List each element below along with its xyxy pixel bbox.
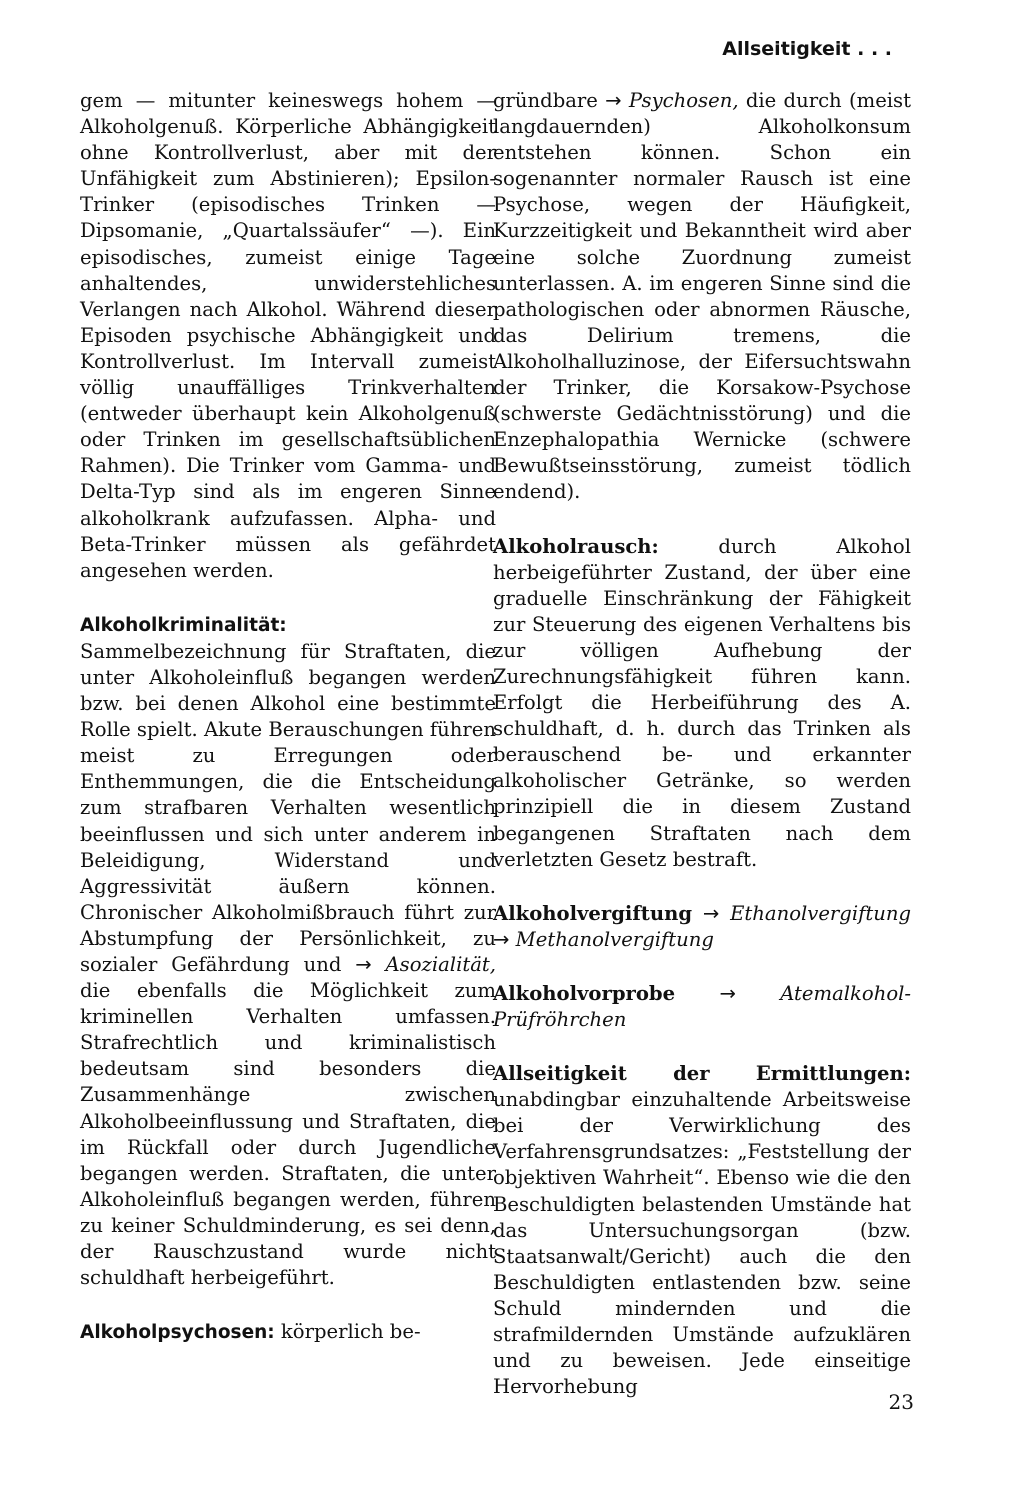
entry-text: durch Alkohol herbeigeführter Zustand, der über eine graduelle Einschränkung der Fähigkeit zur Steuerung des eigenen Verhaltens bis zur völligen Aufhebung der Zurechnungsfähigkeit führen kann. Erfolgt die Herbeiführung des A. schuldhaft, d. h. durch das Trinken als berauschend be- und erkannter alkoholischer Getränke, so werden prinzipiell die in diesem Zustand begangenen Straftaten nach dem verletzten Gesetz bestraft. [493, 534, 911, 871]
entry-allseitigkeit [493, 1061, 911, 1400]
entry-alkoholvorprobe [493, 981, 911, 1033]
cross-reference[interactable]: Ethanolvergiftung [730, 901, 912, 925]
cross-reference[interactable]: Atemalkohol-Prüfröhrchen [493, 981, 912, 1031]
cross-reference-arrow-icon: → [605, 89, 622, 112]
entry-alkoholrausch [493, 534, 911, 873]
right-column [493, 88, 911, 1428]
lemma-alkoholvorprobe: Alkoholvorprobe [493, 981, 676, 1005]
cross-reference-arrow-icon: → [702, 901, 720, 925]
entry-text: die durch (meist langdauernden) Alkoholkonsum entstehen können. Schon ein sogenannter normaler Rausch ist eine Psychose, wegen der Häufigkeit, Kurzzeitigkeit und Bekanntheit wird aber eine solche Zuordnung zumeist unterlassen. A. im engeren Sinne sind die pathologischen oder abnormen Räusche, das Delirium tremens, die Alkoholhalluzinose, der Eifersuchtswahn der Trinker, die Korsakow-Psychose (schwerste Gedächtnisstörung) und die Enzephalopathia Wernicke (schwere Bewußtseinsstörung, zumeist tödlich endend). [493, 89, 911, 504]
cross-reference[interactable]: Methanolvergiftung [515, 927, 714, 951]
left-column [80, 88, 496, 1374]
entry-text: gründbare [493, 89, 606, 112]
cross-reference-arrow-icon: → [719, 981, 736, 1005]
lemma-alkoholpsychosen: Alkoholpsychosen: [80, 1322, 275, 1344]
entry-text: die ebenfalls die Möglichkeit zum kriminellen Verhalten umfassen. Strafrechtlich und kriminalistisch bedeutsam sind besonders die Zusammenhänge zwischen Alkoholbeeinflussung und Straftaten, die im Rückfall oder durch Jugendliche begangen werden. Straftaten, die unter Alkoholeinfluß begangen werden, führen zu keiner Schuldminderung, es sei denn, der Rauschzustand wurde nicht schuldhaft herbeigeführt. [80, 979, 496, 1290]
entry-text: unabdingbar einzuhaltende Arbeitsweise bei der Verwirklichung des Verfahrensgrundsatzes: „Feststellung der objektiven Wahrheit“. Ebenso wie die den Beschuldigten belastenden Umstände hat das Untersuchungsorgan (bzw. Staatsanwalt/Gericht) auch die den Beschuldigten entlastenden bzw. seine Schuld mindernden und die strafmildernden Umstände aufzuklären und zu beweisen. Jede einseitige Hervorhebung [493, 1088, 911, 1399]
lemma-alkoholrausch: Alkoholrausch: [493, 534, 659, 558]
lemma-allseitigkeit: Allseitigkeit der Ermittlungen: [493, 1062, 911, 1086]
entry-alkoholvergiftung [493, 901, 911, 953]
cross-reference[interactable]: Asozialität, [385, 953, 496, 976]
lemma-alkoholkriminalitaet: Alkoholkriminalität: [80, 614, 287, 636]
entry-alkoholpsychosen [80, 1319, 496, 1346]
entry-text: körperlich be- [274, 1320, 421, 1344]
cross-reference[interactable]: Psychosen, [628, 89, 739, 112]
cross-reference-arrow-icon: → [355, 953, 372, 976]
running-title: Allseitigkeit . . . [722, 38, 892, 60]
lemma-alkoholvergiftung: Alkoholvergiftung [493, 901, 693, 925]
entry-alkoholkriminalitaet [80, 612, 496, 1291]
entry-continuation [493, 88, 911, 506]
entry-text: Sammelbezeichnung für Straftaten, die unter Alkoholeinfluß begangen werden bzw. bei denen Alkohol eine bestimmte Rolle spielt. Akute Berauschungen führen meist zu Erregungen oder Enthemmungen, die die Entscheidung zum strafbaren Verhalten wesentlich beeinflussen und sich unter anderem in Beleidigung, Widerstand und Aggressivität äußern können. Chronischer Alkoholmißbrauch führt zur Abstumpfung der Persönlichkeit, zu sozialer Gefährdung und [80, 639, 496, 976]
page-number: 23 [888, 1390, 914, 1414]
cross-reference-arrow-icon: → [493, 927, 510, 951]
entry-continuation: gem — mitunter keineswegs hohem — Alkoholgenuß. Körperliche Abhängigkeit ohne Kontrollverlust, aber mit der Unfähigkeit zum Abstinieren); Epsilon-Trinker (episodisches Trinken — Dipsomanie, „Quartalssäufer“ —). Ein episodisches, zumeist einige Tage anhaltendes, unwiderstehliches Verlangen nach Alkohol. Während dieser Episoden psychische Abhängigkeit und Kontrollverlust. Im Intervall zumeist völlig unauffälliges Trinkverhalten (entweder überhaupt kein Alkoholgenuß oder Trinken im gesellschaftsüblichen Rahmen). Die Trinker vom Gamma- und Delta-Typ sind als im engeren Sinne alkoholkrank aufzufassen. Alpha- und Beta-Trinker müssen als gefährdet angesehen werden. [80, 89, 496, 582]
